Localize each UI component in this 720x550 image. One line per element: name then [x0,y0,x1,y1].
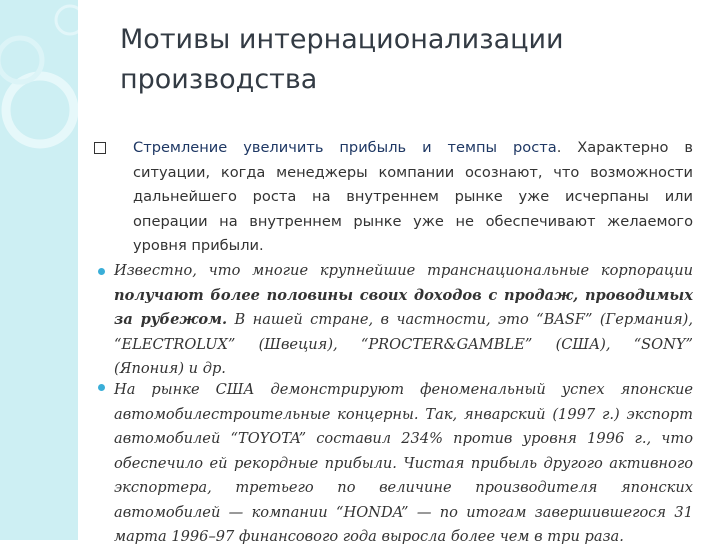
tnc-bold-text: получают более половины своих доходов с продаж, проводимых за рубежом. [114,286,693,328]
tnc-text-start: Известно, что многие крупнейшие транснациональные корпорации [114,262,693,279]
decorative-circles [0,0,80,540]
decorative-side-band [0,0,80,540]
dot-bullet-icon [98,384,105,391]
bullet-tnc-revenue [114,259,693,382]
growth-motive-lead-end: . [556,139,562,156]
bullet-japanese-automakers: На рынке США демонстрируют феноменальный успех японские автомобилестроительные концерны. Так, январский (1997 г.) экспорт автомобилей “TOYOTA” составил 234% против уровня 1996 г., что обеспечило ей рекордные прибыли. Чистая прибыль другого активного экспортера, третьего по величине производителя японских автомобилей — компании “HONDA” — по итогам завершившегося 31 марта 1996–97 финансового года выросла более чем в три раза. [114,381,693,545]
tnc-text-end: В нашей стране, в частности, это “BASF” (Германия), “ELECTROLUX” (Швеция), “PROCTER&GAMBLE” (США), “SONY” (Япония) и др. [114,311,694,377]
dot-bullet-icon [98,268,105,275]
band-divider [78,0,80,540]
growth-motive-text: Характерно в ситуации, когда менеджеры компании осознают, что возможности дальнейшего роста на внутреннем рынке уже исчерпаны или операции на внутреннем рынке уже не обеспечивают желаемого уровня прибыли. [133,139,694,254]
slide-title: Мотивы интернационализации производства [120,24,564,95]
bullet-growth-motive [133,136,693,259]
square-bullet-icon [94,142,106,154]
growth-motive-lead: Стремление увеличить прибыль и темпы роста [133,139,557,156]
